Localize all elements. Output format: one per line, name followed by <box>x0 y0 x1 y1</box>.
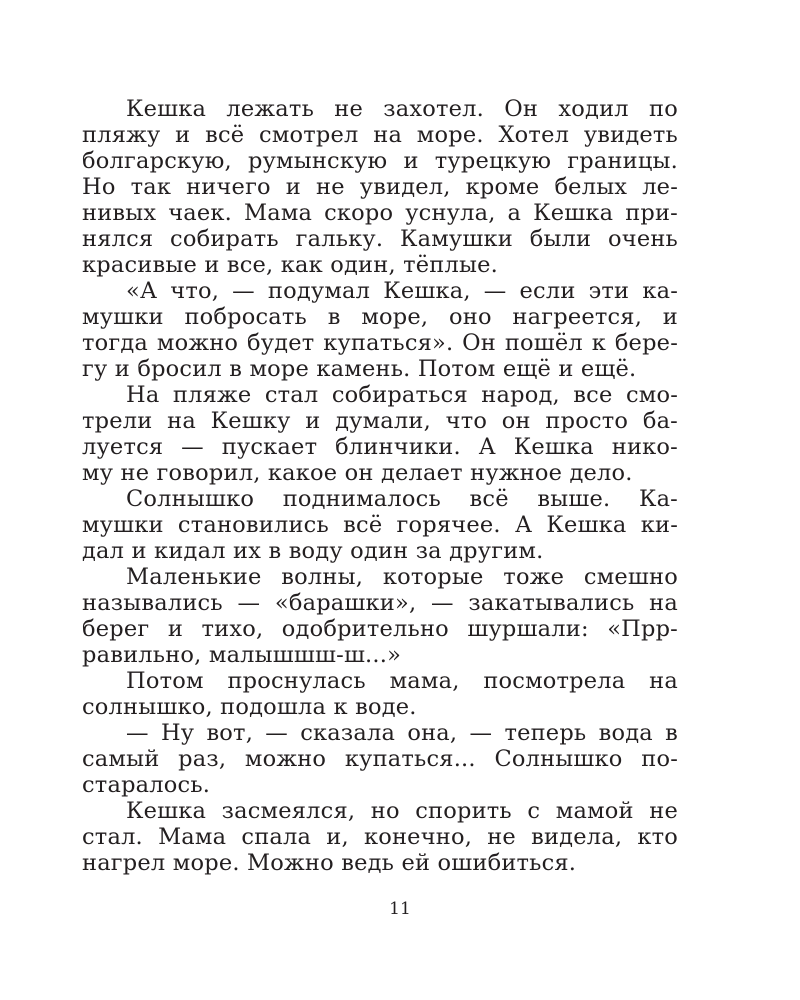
text-line: нивых чаек. Мама скоро уснула, а Кешка при- <box>82 200 678 226</box>
text-line: Но так ничего и не увидел, кроме белых ле- <box>82 174 678 200</box>
text-line: нагрел море. Можно ведь ей ошибиться. <box>82 850 577 876</box>
text-line: луется — пускает блинчики. А Кешка нико- <box>82 434 678 460</box>
text-line: Маленькие волны, которые тоже смешно <box>126 564 678 590</box>
text-line: «А что, — подумал Кешка, — если эти ка- <box>126 278 678 304</box>
text-line: Солнышко поднималось всё выше. Ка- <box>126 486 678 512</box>
text-line: Кешка лежать не захотел. Он ходил по <box>126 96 678 122</box>
text-line: красивые и все, как один, тёплые. <box>82 252 498 278</box>
text-line: Потом проснулась мама, посмотрела на <box>126 668 678 694</box>
text-line: назывались — «барашки», — закатывались на <box>82 590 678 616</box>
text-line: мушки побросать в море, оно нагреется, и <box>82 304 678 330</box>
text-line: солнышко, подошла к воде. <box>82 694 417 720</box>
text-line: На пляже стал собираться народ, все смо- <box>126 382 678 408</box>
text-line: Кешка засмеялся, но спорить с мамой не <box>126 798 678 824</box>
text-line: мушки становились всё горячее. А Кешка ки- <box>82 512 678 538</box>
text-line: нялся собирать гальку. Камушки были очень <box>82 226 678 252</box>
text-line: пляжу и всё смотрел на море. Хотел увидеть <box>82 122 678 148</box>
page-number: 11 <box>389 899 411 919</box>
text-line: равильно, малышшш-ш...» <box>82 642 402 668</box>
text-line: дал и кидал их в воду один за другим. <box>82 538 544 564</box>
text-line: гу и бросил в море камень. Потом ещё и ещё. <box>82 356 637 382</box>
text-line: самый раз, можно купаться... Солнышко по- <box>82 746 678 772</box>
text-line: берег и тихо, одобрительно шуршали: «Пpр- <box>82 616 678 642</box>
text-line: му не говорил, какое он делает нужное дело. <box>82 460 633 486</box>
text-line: стал. Мама спала и, конечно, не видела, кто <box>82 824 678 850</box>
body-text <box>82 96 678 876</box>
text-line: трели на Кешку и думали, что он просто ба- <box>82 408 678 434</box>
text-line: болгарскую, румынскую и турецкую границы. <box>82 148 678 174</box>
text-line: тогда можно будет купаться». Он пошёл к бере- <box>82 330 678 356</box>
text-line: старалось. <box>82 772 211 798</box>
text-line: — Ну вот, — сказала она, — теперь вода в <box>126 720 678 746</box>
